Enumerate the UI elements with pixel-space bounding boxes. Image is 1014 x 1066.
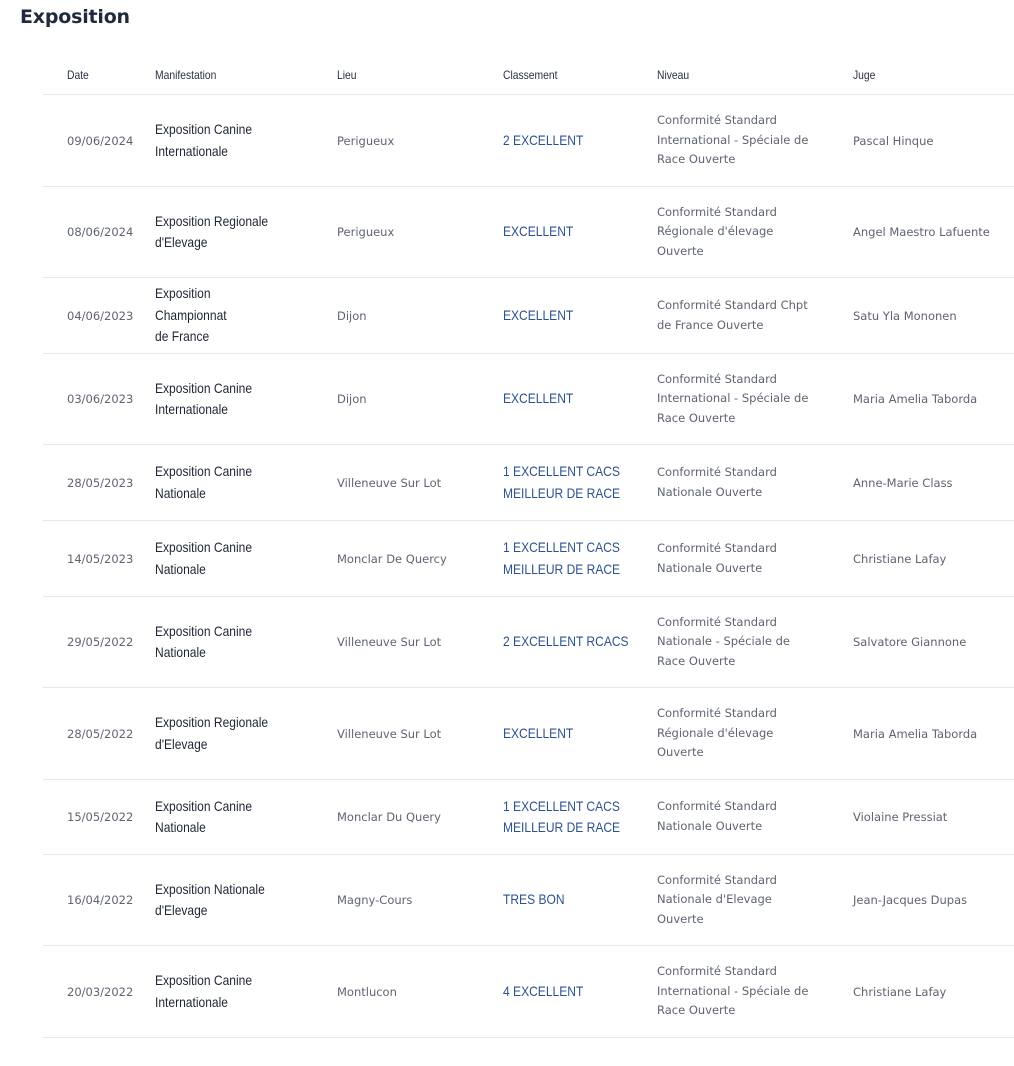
date-text: 29/05/2022 — [67, 635, 134, 649]
table-row — [43, 445, 1014, 521]
cell-manifestation — [155, 278, 337, 354]
column-header-juge[interactable]: Juge — [853, 56, 1014, 95]
juge-text: Maria Amelia Taborda — [853, 392, 978, 406]
manifestation-line: de France — [155, 328, 210, 345]
manifestation-line: Nationale — [155, 560, 206, 577]
classement-link[interactable] — [503, 221, 632, 243]
niveau-line: Nationale Ouverte — [657, 819, 763, 833]
cell-juge — [853, 95, 1014, 187]
table-row — [43, 187, 1014, 278]
niveau-line: Conformité Standard Chpt — [657, 297, 808, 312]
manifestation-line: Internationale — [155, 142, 228, 159]
niveau-line: Conformité Standard — [657, 964, 777, 979]
cell-date — [43, 521, 155, 597]
manifestation-line: Exposition Regionale — [155, 212, 269, 229]
classement-line: 1 EXCELLENT CACS — [503, 463, 620, 479]
cell-classement — [503, 946, 657, 1038]
cell-date — [43, 688, 155, 780]
classement-link[interactable] — [503, 723, 632, 745]
classement-line: 2 EXCELLENT RCACS — [503, 633, 629, 650]
classement-line: EXCELLENT — [503, 724, 574, 741]
manifestation-line: Internationale — [155, 401, 228, 417]
cell-niveau — [657, 354, 853, 445]
cell-manifestation — [155, 521, 337, 597]
cell-lieu — [337, 597, 503, 688]
manifestation-line: Exposition Canine — [155, 972, 253, 988]
cell-manifestation — [155, 780, 337, 855]
cell-date — [43, 187, 155, 278]
classement-line: EXCELLENT — [503, 223, 574, 240]
niveau-text — [657, 613, 817, 672]
juge-text: Salvatore Giannone — [853, 635, 967, 649]
classement-link[interactable] — [503, 388, 632, 410]
column-header-manifestation[interactable]: Manifestation — [155, 56, 337, 95]
column-header-lieu[interactable]: Lieu — [337, 56, 503, 95]
column-header-classement[interactable]: Classement — [503, 56, 657, 95]
cell-juge — [853, 780, 1014, 855]
table-header-row — [43, 56, 1014, 95]
cell-manifestation — [155, 445, 337, 521]
lieu-text: Monclar De Quercy — [337, 551, 447, 566]
manifestation-line: Exposition Canine — [155, 121, 253, 137]
cell-juge — [853, 946, 1014, 1038]
manifestation-line: d'Elevage — [155, 234, 208, 250]
classement-line: MEILLEUR DE RACE — [503, 484, 621, 501]
classement-line: EXCELLENT — [503, 390, 574, 407]
cell-juge — [853, 187, 1014, 278]
cell-lieu — [337, 278, 503, 354]
classement-link[interactable] — [503, 981, 632, 1003]
lieu-text: Villeneuve Sur Lot — [337, 475, 442, 490]
cell-lieu — [337, 855, 503, 946]
cell-lieu — [337, 688, 503, 780]
table-row — [43, 521, 1014, 597]
niveau-line: Conformité Standard — [657, 113, 777, 128]
cell-date — [43, 946, 155, 1038]
niveau-line: Ouverte — [657, 243, 704, 258]
manifestation-text — [155, 378, 284, 421]
date-text: 04/06/2023 — [67, 308, 134, 323]
niveau-line: Conformité Standard — [657, 371, 777, 386]
date-text: 28/05/2022 — [67, 726, 134, 741]
cell-classement — [503, 95, 657, 187]
niveau-line: Conformité Standard — [657, 706, 777, 721]
manifestation-text — [155, 970, 284, 1013]
niveau-text — [657, 962, 817, 1021]
cell-juge — [853, 521, 1014, 597]
lieu-text: Perigueux — [337, 133, 395, 148]
niveau-line: International - Spéciale de — [657, 391, 809, 406]
lieu-text: Magny-Cours — [337, 893, 413, 907]
cell-classement — [503, 445, 657, 521]
date-text: 09/06/2024 — [67, 133, 134, 148]
table-row — [43, 688, 1014, 780]
column-header-date[interactable]: Date — [43, 56, 155, 95]
manifestation-line: Internationale — [155, 993, 228, 1010]
classement-line: 2 EXCELLENT — [503, 131, 584, 148]
cell-niveau — [657, 597, 853, 688]
cell-date — [43, 597, 155, 688]
manifestation-text — [155, 879, 284, 922]
classement-link[interactable] — [503, 305, 632, 327]
manifestation-text — [155, 283, 284, 348]
niveau-line: Conformité Standard — [657, 540, 777, 555]
manifestation-text — [155, 537, 284, 580]
table-row — [43, 946, 1014, 1038]
niveau-line: Conformité Standard — [657, 464, 777, 479]
classement-link[interactable] — [503, 130, 632, 152]
niveau-text — [657, 797, 817, 836]
niveau-line: Race Ouverte — [657, 410, 736, 425]
table-row — [43, 95, 1014, 187]
niveau-line: de France Ouverte — [657, 317, 764, 332]
cell-manifestation — [155, 946, 337, 1038]
cell-manifestation — [155, 688, 337, 780]
manifestation-line: Exposition Nationale — [155, 880, 265, 897]
table-row — [43, 780, 1014, 855]
manifestation-line: Nationale — [155, 819, 206, 835]
niveau-line: Ouverte — [657, 911, 704, 926]
manifestation-text — [155, 621, 284, 664]
table-body — [43, 95, 1014, 1038]
cell-lieu — [337, 354, 503, 445]
cell-niveau — [657, 688, 853, 780]
cell-manifestation — [155, 354, 337, 445]
niveau-text — [657, 871, 817, 930]
cell-date — [43, 855, 155, 946]
cell-manifestation — [155, 95, 337, 187]
cell-classement — [503, 855, 657, 946]
niveau-text — [657, 296, 817, 335]
juge-text: Christiane Lafay — [853, 551, 947, 566]
classement-line: 4 EXCELLENT — [503, 982, 584, 999]
juge-text: Angel Maestro Lafuente — [853, 225, 990, 239]
column-header-niveau[interactable]: Niveau — [657, 56, 853, 95]
cell-classement — [503, 780, 657, 855]
cell-niveau — [657, 187, 853, 278]
niveau-line: Conformité Standard — [657, 614, 777, 629]
classement-link[interactable] — [503, 461, 632, 504]
date-text: 03/06/2023 — [67, 392, 134, 406]
classement-line: MEILLEUR DE RACE — [503, 819, 621, 835]
cell-niveau — [657, 278, 853, 354]
date-text: 28/05/2023 — [67, 475, 134, 490]
manifestation-line: Exposition Canine — [155, 463, 253, 479]
classement-link[interactable] — [503, 796, 632, 839]
cell-manifestation — [155, 597, 337, 688]
niveau-line: Conformité Standard — [657, 204, 777, 219]
date-text: 14/05/2023 — [67, 551, 134, 566]
juge-text: Violaine Pressiat — [853, 810, 948, 824]
table-header — [43, 56, 1014, 95]
niveau-line: Race Ouverte — [657, 152, 736, 167]
cell-lieu — [337, 946, 503, 1038]
cell-niveau — [657, 855, 853, 946]
cell-juge — [853, 855, 1014, 946]
niveau-line: Nationale Ouverte — [657, 484, 763, 499]
classement-line: MEILLEUR DE RACE — [503, 560, 621, 577]
cell-lieu — [337, 187, 503, 278]
niveau-line: Nationale Ouverte — [657, 560, 763, 575]
table-row — [43, 597, 1014, 688]
manifestation-line: Nationale — [155, 484, 206, 501]
cell-juge — [853, 688, 1014, 780]
niveau-line: International - Spéciale de — [657, 132, 809, 147]
cell-classement — [503, 354, 657, 445]
date-text: 20/03/2022 — [67, 984, 134, 999]
niveau-line: Régionale d'élevage — [657, 725, 774, 740]
manifestation-line: Exposition Championnat — [155, 285, 227, 323]
niveau-text — [657, 539, 817, 578]
lieu-text: Villeneuve Sur Lot — [337, 635, 442, 649]
cell-niveau — [657, 521, 853, 597]
cell-lieu — [337, 95, 503, 187]
lieu-text: Montlucon — [337, 984, 397, 999]
manifestation-line: Nationale — [155, 644, 206, 660]
classement-line: EXCELLENT — [503, 306, 574, 323]
manifestation-line: Exposition Canine — [155, 797, 253, 814]
cell-juge — [853, 354, 1014, 445]
niveau-text — [657, 463, 817, 502]
cell-lieu — [337, 445, 503, 521]
cell-classement — [503, 688, 657, 780]
table-row — [43, 278, 1014, 354]
manifestation-line: Exposition Canine — [155, 622, 253, 639]
manifestation-line: d'Elevage — [155, 735, 208, 752]
cell-manifestation — [155, 855, 337, 946]
niveau-line: Régionale d'élevage — [657, 224, 774, 239]
classement-line: TRES BON — [503, 891, 565, 908]
date-text: 08/06/2024 — [67, 225, 134, 239]
manifestation-text — [155, 119, 284, 162]
niveau-line: Conformité Standard — [657, 872, 777, 887]
cell-date — [43, 445, 155, 521]
juge-text: Pascal Hinque — [853, 133, 934, 148]
juge-text: Satu Yla Mononen — [853, 308, 957, 323]
cell-date — [43, 95, 155, 187]
cell-classement — [503, 597, 657, 688]
cell-niveau — [657, 445, 853, 521]
niveau-text — [657, 370, 817, 429]
niveau-text — [657, 203, 817, 262]
juge-text: Jean-Jacques Dupas — [853, 893, 968, 907]
cell-juge — [853, 278, 1014, 354]
cell-date — [43, 354, 155, 445]
date-text: 16/04/2022 — [67, 893, 134, 907]
cell-niveau — [657, 95, 853, 187]
manifestation-text — [155, 461, 284, 504]
cell-lieu — [337, 780, 503, 855]
manifestation-line: Exposition Regionale — [155, 714, 269, 730]
classement-line: 1 EXCELLENT CACS — [503, 797, 620, 814]
niveau-line: Ouverte — [657, 745, 704, 760]
manifestation-line: d'Elevage — [155, 902, 208, 918]
cell-juge — [853, 597, 1014, 688]
manifestation-text — [155, 712, 284, 755]
lieu-text: Dijon — [337, 308, 367, 323]
cell-manifestation — [155, 187, 337, 278]
niveau-line: Race Ouverte — [657, 653, 736, 668]
cell-juge — [853, 445, 1014, 521]
niveau-line: Nationale - Spéciale de — [657, 634, 790, 649]
classement-link[interactable] — [503, 889, 632, 911]
juge-text: Anne-Marie Class — [853, 475, 953, 490]
niveau-line: Race Ouverte — [657, 1003, 736, 1018]
cell-classement — [503, 187, 657, 278]
manifestation-line: Exposition Canine — [155, 379, 253, 396]
lieu-text: Villeneuve Sur Lot — [337, 726, 442, 741]
cell-niveau — [657, 780, 853, 855]
exposition-table — [43, 56, 1014, 1038]
niveau-line: Conformité Standard — [657, 799, 777, 814]
cell-classement — [503, 521, 657, 597]
cell-date — [43, 780, 155, 855]
table-row — [43, 354, 1014, 445]
lieu-text: Monclar Du Query — [337, 810, 441, 824]
cell-niveau — [657, 946, 853, 1038]
niveau-line: International - Spéciale de — [657, 983, 809, 998]
classement-link[interactable] — [503, 537, 632, 580]
section-title: Exposition — [20, 6, 130, 28]
classement-line: 1 EXCELLENT CACS — [503, 539, 620, 555]
lieu-text: Perigueux — [337, 225, 395, 239]
lieu-text: Dijon — [337, 392, 367, 406]
date-text: 15/05/2022 — [67, 810, 134, 824]
niveau-text — [657, 704, 817, 763]
juge-text: Maria Amelia Taborda — [853, 726, 978, 741]
juge-text: Christiane Lafay — [853, 984, 947, 999]
cell-classement — [503, 278, 657, 354]
manifestation-line: Exposition Canine — [155, 539, 253, 555]
table-row — [43, 855, 1014, 946]
manifestation-text — [155, 796, 284, 839]
cell-lieu — [337, 521, 503, 597]
classement-link[interactable] — [503, 631, 632, 653]
exposition-table-container — [43, 56, 1014, 1038]
cell-date — [43, 278, 155, 354]
niveau-line: Nationale d'Elevage — [657, 892, 772, 907]
niveau-text — [657, 111, 817, 170]
manifestation-text — [155, 211, 284, 254]
